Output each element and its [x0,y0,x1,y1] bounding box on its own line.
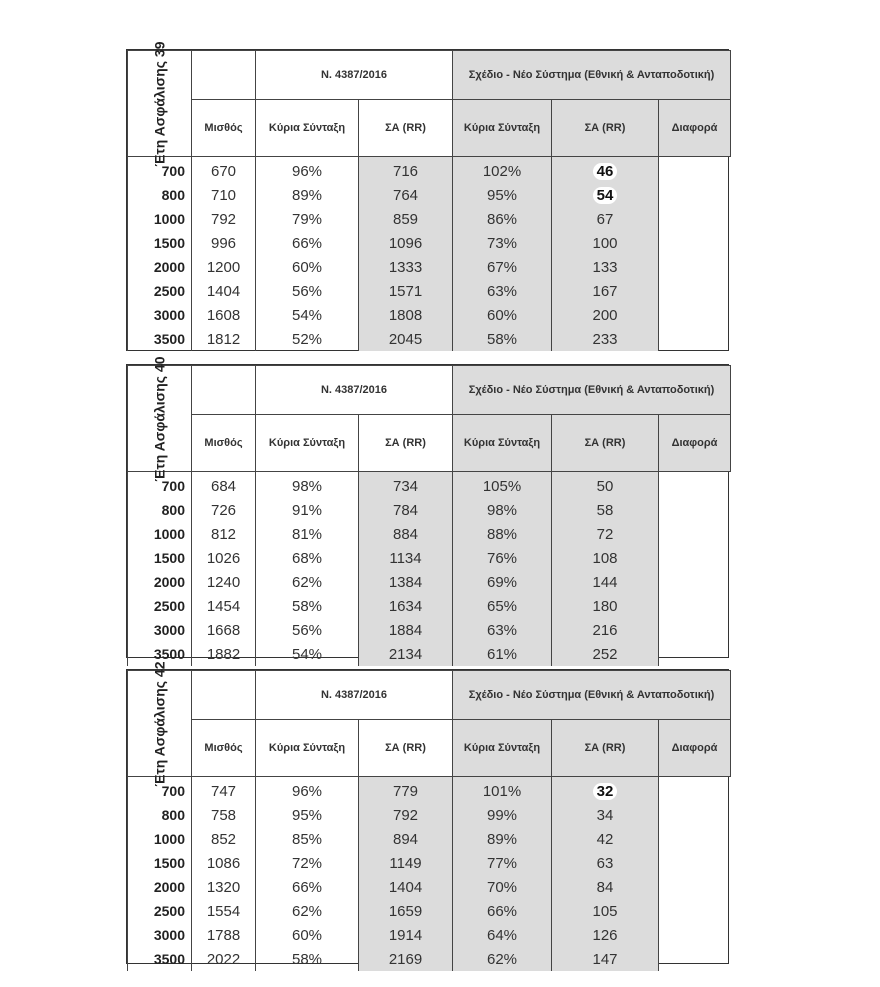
old-pension-cell: 747 [192,777,256,804]
new-rr-cell: 63% [453,279,552,303]
new-rr-cell: 98% [453,498,552,522]
old-rr-cell: 56% [256,618,359,642]
old-pension-cell: 852 [192,827,256,851]
new-rr-cell: 73% [453,231,552,255]
old-pension-cell: 812 [192,522,256,546]
old-pension-cell: 1086 [192,851,256,875]
old-law-header: Ν. 4387/2016 [256,51,453,100]
new-rr-cell: 99% [453,803,552,827]
header-row-groups [128,51,731,100]
new-rr-header: ΣΑ (RR) [552,415,659,472]
salary-cell: 1500 [128,851,192,875]
highlighted-difference: 46 [593,163,618,180]
salary-cell: 2500 [128,899,192,923]
pension-table-0 [126,41,729,351]
new-pension-cell: 792 [359,803,453,827]
table-row [128,157,731,184]
table-row [128,899,731,923]
new-pension-cell: 894 [359,827,453,851]
old-pension-cell: 2022 [192,947,256,971]
new-pension-cell: 1149 [359,851,453,875]
old-rr-header: ΣΑ (RR) [359,415,453,472]
old-rr-cell: 96% [256,777,359,804]
table-row [128,207,731,231]
old-law-header: Ν. 4387/2016 [256,671,453,720]
table-row [128,303,731,327]
difference-cell: 67 [552,207,659,231]
difference-cell: 167 [552,279,659,303]
difference-cell: 34 [552,803,659,827]
new-pension-cell: 1634 [359,594,453,618]
salary-cell: 3500 [128,327,192,351]
old-main-pension-header: Κύρια Σύνταξη [256,100,359,157]
old-law-header: Ν. 4387/2016 [256,366,453,415]
new-rr-header: ΣΑ (RR) [552,100,659,157]
new-pension-cell: 2169 [359,947,453,971]
old-pension-cell: 792 [192,207,256,231]
old-rr-cell: 85% [256,827,359,851]
new-pension-cell: 2134 [359,642,453,666]
insurance-years-cell [128,41,192,166]
pension-table-2 [126,661,729,968]
difference-cell: 63 [552,851,659,875]
new-pension-cell: 764 [359,183,453,207]
table-row [128,546,731,570]
new-rr-cell: 76% [453,546,552,570]
salary-header: Μισθός [192,415,256,472]
new-system-header: Σχέδιο - Νέο Σύστημα (Εθνική & Ανταποδοτική) [453,671,731,720]
salary-cell: 3000 [128,303,192,327]
old-rr-header: ΣΑ (RR) [359,100,453,157]
table-row [128,947,731,971]
old-pension-cell: 1320 [192,875,256,899]
difference-cell: 108 [552,546,659,570]
salary-cell: 3000 [128,618,192,642]
new-pension-cell: 859 [359,207,453,231]
old-pension-cell: 710 [192,183,256,207]
difference-cell [552,157,659,184]
empty-header-cell [192,671,256,720]
old-rr-cell: 54% [256,642,359,666]
new-rr-cell: 60% [453,303,552,327]
difference-cell: 216 [552,618,659,642]
old-rr-cell: 52% [256,327,359,351]
old-rr-cell: 66% [256,231,359,255]
table-row [128,183,731,207]
new-rr-cell: 61% [453,642,552,666]
table-row [128,827,731,851]
salary-cell: 700 [128,157,192,184]
new-pension-cell: 1659 [359,899,453,923]
new-rr-cell: 101% [453,777,552,804]
table-row [128,472,731,499]
salary-cell: 2000 [128,570,192,594]
table-row [128,279,731,303]
old-main-pension-header: Κύρια Σύνταξη [256,415,359,472]
salary-cell: 2500 [128,594,192,618]
salary-cell: 800 [128,498,192,522]
salary-cell: 1000 [128,522,192,546]
new-pension-cell: 1096 [359,231,453,255]
highlighted-difference: 54 [593,187,618,204]
salary-header: Μισθός [192,720,256,777]
new-rr-cell: 66% [453,899,552,923]
difference-cell: 126 [552,923,659,947]
header-row-columns [128,720,731,777]
salary-cell: 1000 [128,207,192,231]
new-pension-cell: 1571 [359,279,453,303]
difference-cell: 50 [552,472,659,499]
old-pension-cell: 726 [192,498,256,522]
new-system-header: Σχέδιο - Νέο Σύστημα (Εθνική & Ανταποδοτική) [453,366,731,415]
new-main-pension-header: Κύρια Σύνταξη [453,100,552,157]
new-pension-cell: 1404 [359,875,453,899]
salary-header: Μισθός [192,100,256,157]
old-rr-cell: 56% [256,279,359,303]
difference-cell: 58 [552,498,659,522]
old-rr-header: ΣΑ (RR) [359,720,453,777]
old-rr-cell: 58% [256,947,359,971]
new-rr-cell: 102% [453,157,552,184]
new-rr-cell: 95% [453,183,552,207]
new-rr-cell: 69% [453,570,552,594]
salary-cell: 2000 [128,255,192,279]
pension-table-1 [126,356,729,663]
difference-cell: 200 [552,303,659,327]
old-pension-cell: 670 [192,157,256,184]
table-row [128,851,731,875]
new-pension-cell: 784 [359,498,453,522]
new-pension-cell: 779 [359,777,453,804]
old-rr-cell: 66% [256,875,359,899]
old-pension-cell: 996 [192,231,256,255]
old-rr-cell: 54% [256,303,359,327]
new-pension-cell: 1384 [359,570,453,594]
old-pension-cell: 1882 [192,642,256,666]
salary-cell: 1500 [128,231,192,255]
table-row [128,231,731,255]
salary-cell: 3000 [128,923,192,947]
new-system-header: Σχέδιο - Νέο Σύστημα (Εθνική & Ανταποδοτική) [453,51,731,100]
salary-cell: 700 [128,472,192,499]
insurance-years-label: Έτη Ασφάλισης 42 [151,661,167,786]
difference-cell: 180 [552,594,659,618]
difference-cell [552,183,659,207]
difference-cell: 252 [552,642,659,666]
old-rr-cell: 79% [256,207,359,231]
old-pension-cell: 1554 [192,899,256,923]
old-pension-cell: 684 [192,472,256,499]
difference-cell: 100 [552,231,659,255]
difference-header: Διαφορά [659,720,731,777]
table-row [128,570,731,594]
salary-cell: 1500 [128,546,192,570]
insurance-years-label: Έτη Ασφάλισης 40 [151,356,167,481]
highlighted-difference: 32 [593,783,618,800]
difference-cell: 105 [552,899,659,923]
new-pension-cell: 884 [359,522,453,546]
new-pension-cell: 1333 [359,255,453,279]
new-pension-cell: 1884 [359,618,453,642]
empty-header-cell [192,51,256,100]
old-rr-cell: 62% [256,570,359,594]
old-rr-cell: 60% [256,923,359,947]
new-rr-cell: 88% [453,522,552,546]
old-rr-cell: 89% [256,183,359,207]
old-pension-cell: 1404 [192,279,256,303]
table-row [128,594,731,618]
new-pension-cell: 1134 [359,546,453,570]
table-row [128,923,731,947]
new-rr-cell: 105% [453,472,552,499]
old-pension-cell: 758 [192,803,256,827]
empty-header-cell [192,366,256,415]
table-row [128,255,731,279]
salary-cell: 2000 [128,875,192,899]
new-pension-cell: 2045 [359,327,453,351]
table-row [128,642,731,666]
table-row [128,777,731,804]
old-pension-cell: 1608 [192,303,256,327]
old-rr-cell: 62% [256,899,359,923]
header-row-columns [128,415,731,472]
new-rr-cell: 77% [453,851,552,875]
new-pension-cell: 1808 [359,303,453,327]
old-pension-cell: 1200 [192,255,256,279]
difference-cell: 72 [552,522,659,546]
table-row [128,803,731,827]
difference-header: Διαφορά [659,100,731,157]
new-rr-header: ΣΑ (RR) [552,720,659,777]
table-row [128,875,731,899]
salary-cell: 3500 [128,642,192,666]
table-row [128,498,731,522]
salary-cell: 2500 [128,279,192,303]
old-pension-cell: 1240 [192,570,256,594]
old-rr-cell: 98% [256,472,359,499]
new-rr-cell: 70% [453,875,552,899]
difference-cell: 147 [552,947,659,971]
difference-cell: 84 [552,875,659,899]
old-rr-cell: 91% [256,498,359,522]
difference-cell [552,777,659,804]
new-rr-cell: 67% [453,255,552,279]
salary-cell: 800 [128,803,192,827]
table-row [128,618,731,642]
old-rr-cell: 58% [256,594,359,618]
new-rr-cell: 86% [453,207,552,231]
old-pension-cell: 1788 [192,923,256,947]
salary-cell: 700 [128,777,192,804]
old-rr-cell: 96% [256,157,359,184]
new-rr-cell: 63% [453,618,552,642]
new-pension-cell: 1914 [359,923,453,947]
salary-cell: 1000 [128,827,192,851]
old-rr-cell: 72% [256,851,359,875]
new-main-pension-header: Κύρια Σύνταξη [453,720,552,777]
new-pension-cell: 716 [359,157,453,184]
difference-cell: 233 [552,327,659,351]
difference-cell: 133 [552,255,659,279]
old-pension-cell: 1812 [192,327,256,351]
new-main-pension-header: Κύρια Σύνταξη [453,415,552,472]
difference-header: Διαφορά [659,415,731,472]
new-rr-cell: 58% [453,327,552,351]
table-row [128,327,731,351]
header-row-groups [128,671,731,720]
new-pension-cell: 734 [359,472,453,499]
difference-cell: 144 [552,570,659,594]
old-pension-cell: 1454 [192,594,256,618]
difference-cell: 42 [552,827,659,851]
salary-cell: 800 [128,183,192,207]
old-rr-cell: 81% [256,522,359,546]
insurance-years-cell [128,661,192,786]
insurance-years-cell [128,356,192,481]
old-rr-cell: 95% [256,803,359,827]
old-rr-cell: 60% [256,255,359,279]
new-rr-cell: 89% [453,827,552,851]
insurance-years-label: Έτη Ασφάλισης 39 [151,41,167,166]
old-pension-cell: 1026 [192,546,256,570]
new-rr-cell: 64% [453,923,552,947]
old-main-pension-header: Κύρια Σύνταξη [256,720,359,777]
new-rr-cell: 65% [453,594,552,618]
table-row [128,522,731,546]
salary-cell: 3500 [128,947,192,971]
old-pension-cell: 1668 [192,618,256,642]
old-rr-cell: 68% [256,546,359,570]
new-rr-cell: 62% [453,947,552,971]
header-row-columns [128,100,731,157]
header-row-groups [128,366,731,415]
